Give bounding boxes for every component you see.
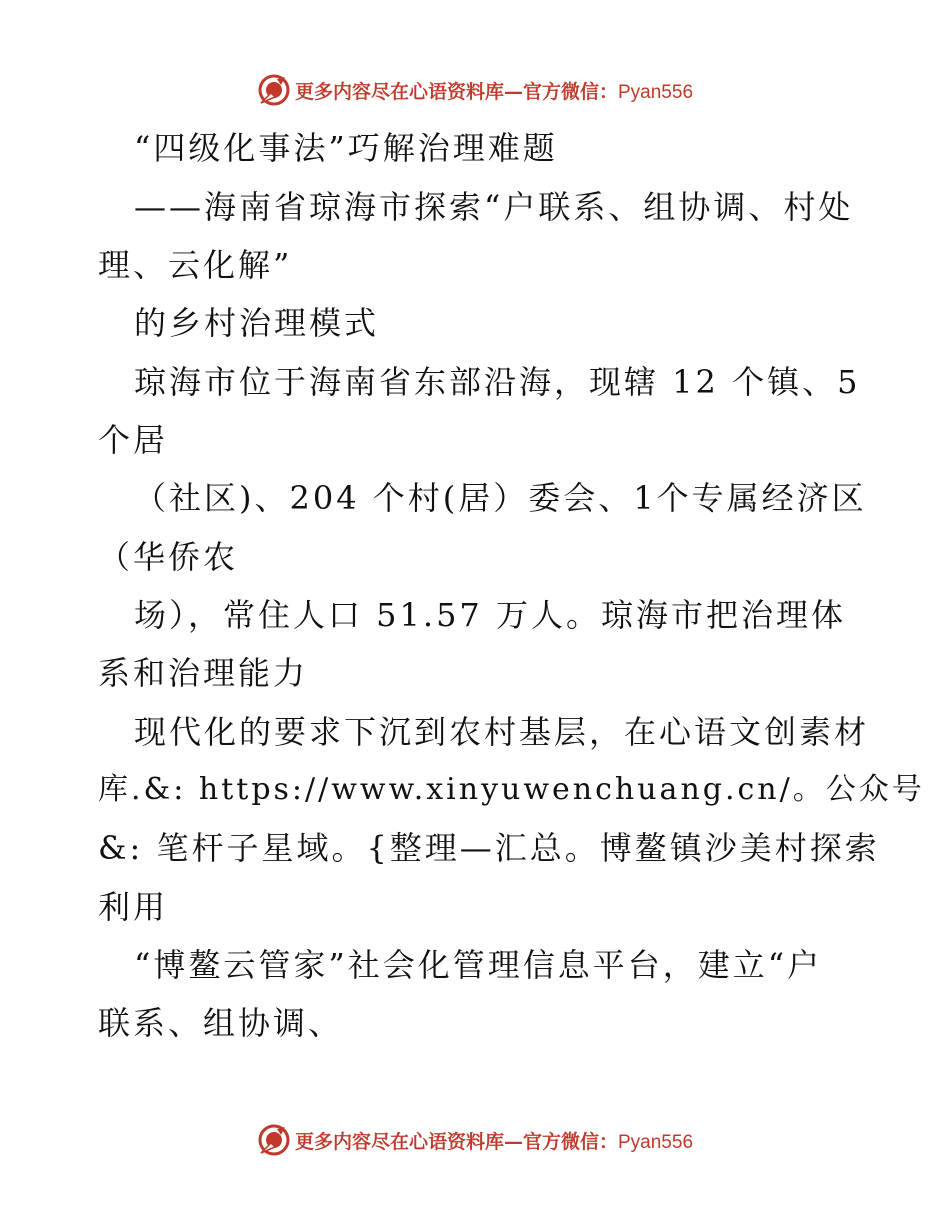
doc-subtitle-line-2: 理、云化解” — [98, 246, 293, 284]
doc-subtitle-line-3: 的乡村治理模式 — [134, 304, 380, 342]
paragraph-line: 场），常住人口 51.57 万人。琼海市把治理体 — [134, 596, 846, 634]
footer-wechat-id: Pyan556 — [618, 1131, 694, 1153]
paragraph-line: 系和治理能力 — [98, 654, 309, 692]
footer-watermark-label: 更多内容尽在心语资料库—官方微信： — [294, 1130, 618, 1153]
paragraph-line: “博鳌云管家”社会化管理信息平台，建立“户 — [134, 946, 823, 984]
paragraph-line: （社区)、204 个村(居）委会、1个专属经济区 — [134, 479, 867, 517]
paragraph-line: 现代化的要求下沉到农村基层，在心语文创素材 — [134, 713, 870, 751]
doc-subtitle-line-1: ——海南省琼海市探索“户联系、组协调、村处 — [134, 188, 854, 226]
header-watermark-label: 更多内容尽在心语资料库—官方微信： — [294, 80, 618, 103]
paragraph-line: 利用 — [98, 888, 169, 926]
paragraph-line: 琼海市位于海南省东部沿海，现辖 12 个镇、5 — [134, 363, 861, 401]
doc-title: “四级化事法”巧解治理难题 — [134, 129, 558, 167]
paragraph-line: &: 笔杆子星域。{整理—汇总。博鳌镇沙美村探索 — [98, 829, 880, 867]
paragraph-line: 库.&: https://www.xinyuwenchuang.cn/。公众号 — [98, 772, 925, 807]
header-wechat-id: Pyan556 — [618, 81, 694, 103]
paragraph-line: 联系、组协调、 — [98, 1004, 344, 1042]
footer-watermark-text — [295, 1127, 693, 1154]
paragraph-line: （华侨农 — [98, 538, 239, 576]
paragraph-line: 个居 — [98, 421, 169, 459]
pen-logo-icon — [257, 1123, 291, 1157]
footer-watermark-banner — [0, 1120, 950, 1160]
